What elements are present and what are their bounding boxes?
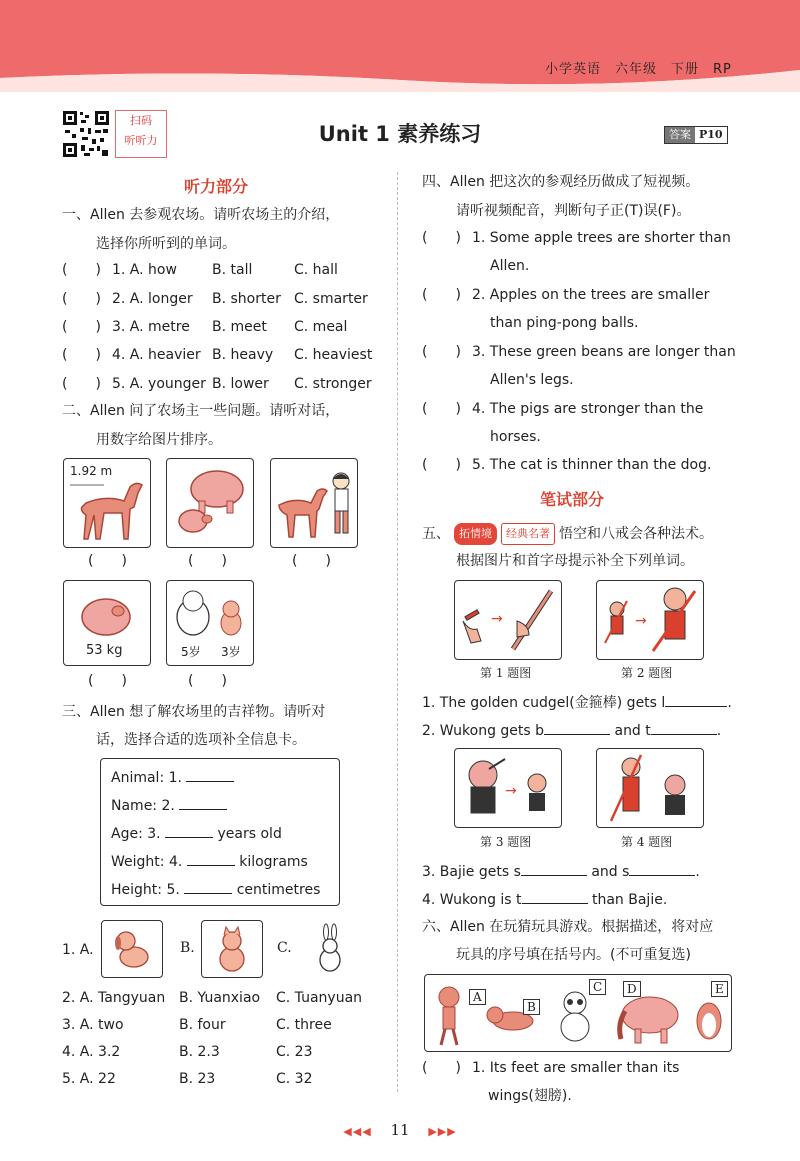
answer-paren[interactable]: ( ) [188,673,227,689]
q1-option-a: 4. A. heavier [112,347,201,363]
q3-opt1-label-c: C. [277,940,292,956]
toy-tag: A [469,989,486,1005]
blank-field[interactable] [521,861,587,876]
info-card [100,758,340,906]
header-banner [0,0,800,92]
q3-instruction-2: 话，选择合适的选项补全信息卡。 [96,732,306,748]
q4-statement: 5. The cat is thinner than the dog. [472,457,712,473]
q5-caption-1: 第 1 题图 [480,666,532,680]
q4-statement: 2. Apples on the trees are smaller [472,287,710,303]
answer-paren[interactable]: ( ) [422,457,461,473]
q5-caption-3: 第 3 题图 [480,835,532,849]
series-label: 小学英语 六年级 下册 RP [545,62,732,77]
option-cat-picture[interactable] [201,920,263,978]
q3-option-b: B. 2.3 [179,1044,220,1060]
q1-instruction-1: 一、Allen 去参观农场。请听农场主的介绍， [62,207,340,223]
q5-caption-4: 第 4 题图 [621,835,673,849]
answer-paren[interactable]: ( ) [62,347,101,363]
q1-option-a: 5. A. younger [112,376,206,392]
rabbit-icon [300,920,360,976]
page-title: Unit 1 素养练习 [318,122,482,146]
q1-option-b: B. lower [212,376,269,392]
q4-instruction-1: 四、Allen 把这次的参观经历做成了短视频。 [422,174,700,190]
wukong-bajie-icon [597,749,703,827]
card-row-weight: Weight: 4. kilograms [111,851,308,872]
q2-instruction-2: 用数字给图片排序。 [96,432,222,448]
page-footer [0,1121,800,1139]
q3-option-c: C. three [276,1017,332,1033]
option-rabbit-picture[interactable] [300,920,360,976]
q6-statement: 1. Its feet are smaller than its [472,1060,680,1076]
q5-sentence-4: 4. Wukong is t than Bajie. [422,889,667,910]
pig-icon [167,459,253,547]
picture-pig-weight: 53 kg [63,580,151,666]
prev-arrows-icon: ◀◀◀ [343,1125,372,1138]
q3-option-a: 4. A. 3.2 [62,1044,121,1060]
scan-listen-label: 扫码 听听力 [115,110,167,158]
toy-tag: E [711,981,728,997]
q6-instruction-2: 玩具的序号填在括号内。(不可重复选) [456,947,691,963]
q1-option-c: C. meal [294,319,348,335]
q3-option-c: C. 23 [276,1044,313,1060]
card-row-height: Height: 5. centimetres [111,879,320,900]
blank-field[interactable] [665,692,727,707]
svg-text:→: → [505,783,517,799]
q6-statement-cont: wings(翅膀). [488,1088,572,1104]
q2-instruction-1: 二、Allen 问了农场主一些问题。请听对话， [62,403,340,419]
q3-opt1-label-b: B. [180,940,195,956]
q4-statement-cont: Allen's legs. [490,372,574,388]
q3-instruction-1: 三、Allen 想了解农场里的吉祥物。请听对 [62,704,326,720]
toy-tag: C [589,979,606,995]
context-badge: 拓情境 [454,523,497,545]
q1-option-c: C. stronger [294,376,372,392]
toys-icon [425,975,731,1051]
q3-option-a: 2. A. Tangyuan [62,990,166,1006]
q4-statement: 3. These green beans are longer than [472,344,736,360]
blank-field[interactable] [184,879,232,894]
blank-field[interactable] [165,823,213,838]
picture-tall-horse: 1.92 m [63,458,151,548]
cudgel-growing-icon [455,581,561,659]
picture-pigs [166,458,254,548]
svg-text:→: → [491,611,503,627]
bajie-wukong-icon [455,749,561,827]
q5-sentence-2: 2. Wukong gets b and t . [422,720,721,741]
page-number: 11 [390,1121,410,1139]
q5-instruction-2: 根据图片和首字母提示补全下列单词。 [456,553,694,569]
answer-paren[interactable]: ( ) [422,287,461,303]
q4-statement: 1. Some apple trees are shorter than [472,230,731,246]
q5-picture-3 [454,748,562,828]
q3-option-c: C. 32 [276,1071,313,1087]
q1-option-b: B. shorter [212,291,281,307]
q1-instruction-2: 选择你所听到的单词。 [96,236,236,252]
picture-horse-and-boy [270,458,358,548]
wukong-growing-icon [597,581,703,659]
answer-paren[interactable]: ( ) [62,319,101,335]
blank-field[interactable] [186,767,234,782]
toys-picture [424,974,732,1052]
blank-field[interactable] [629,861,695,876]
q3-option-b: B. Yuanxiao [179,990,261,1006]
picture-dog-cat-ages: 5岁 3岁 [166,580,254,666]
section-writing: 笔试部分 [540,490,605,509]
q4-instruction-2: 请听视频配音，判断句子正(T)误(F)。 [456,203,691,219]
toy-tag: B [523,999,540,1015]
horse-icon [64,459,150,547]
q1-option-a: 2. A. longer [112,291,193,307]
section-listening: 听力部分 [184,177,249,196]
answer-paren[interactable]: ( ) [62,291,101,307]
q3-option-c: C. Tuanyuan [276,990,363,1006]
blank-field[interactable] [522,889,588,904]
q5-picture-1 [454,580,562,660]
q1-option-a: 3. A. metre [112,319,190,335]
q4-statement-cont: than ping-pong balls. [490,315,639,331]
q4-statement-cont: Allen. [490,258,530,274]
answer-paren[interactable]: ( ) [188,553,227,569]
q6-instruction-1: 六、Allen 在玩猜玩具游戏。根据描述，将对应 [422,919,714,935]
answer-paren[interactable]: ( ) [422,344,461,360]
q1-option-b: B. tall [212,262,253,278]
blank-field[interactable] [651,720,717,735]
answer-paren[interactable]: ( ) [62,262,101,278]
q4-statement: 4. The pigs are stronger than the [472,401,704,417]
next-arrows-icon: ▶▶▶ [428,1125,457,1138]
q3-opt1-label-a: 1. A. [62,942,94,958]
q5-sentence-1: 1. The golden cudgel(金箍棒) gets l . [422,692,732,713]
q1-option-b: B. meet [212,319,267,335]
option-dog-picture[interactable] [101,920,163,978]
cat-icon [202,921,262,977]
q3-option-b: B. four [179,1017,226,1033]
blank-field[interactable] [179,795,227,810]
q1-option-c: C. smarter [294,291,368,307]
dog-icon [102,921,162,977]
answer-paren[interactable]: ( ) [422,1060,461,1076]
blank-field[interactable] [187,851,235,866]
q1-option-c: C. heaviest [294,347,373,363]
q1-option-c: C. hall [294,262,338,278]
card-row-age: Age: 3. years old [111,823,282,844]
q1-option-a: 1. A. how [112,262,177,278]
q5-picture-2 [596,580,704,660]
q3-option-a: 5. A. 22 [62,1071,116,1087]
q4-statement-cont: horses. [490,429,541,445]
q3-option-b: B. 23 [179,1071,216,1087]
answer-paren[interactable]: ( ) [88,553,127,569]
card-row-animal: Animal: 1. [111,767,234,788]
horse-boy-icon [271,459,357,547]
classic-badge: 经典名著 [501,523,555,545]
card-row-name: Name: 2. [111,795,227,816]
answer-paren[interactable]: ( ) [422,401,461,417]
blank-field[interactable] [544,720,610,735]
q5-instruction-1: 五、 拓情境 经典名著 悟空和八戒会各种法术。 [422,523,713,545]
q1-option-b: B. heavy [212,347,274,363]
q5-picture-4 [596,748,704,828]
answer-paren[interactable]: ( ) [422,230,461,246]
toy-tag: D [623,981,641,997]
answer-paren[interactable]: ( ) [62,376,101,392]
q5-sentence-3: 3. Bajie gets s and s . [422,861,700,882]
q3-option-a: 3. A. two [62,1017,124,1033]
answer-paren[interactable]: ( ) [292,553,331,569]
column-divider [397,172,398,1092]
answer-ref: 答案 P10 [664,126,728,144]
answer-paren[interactable]: ( ) [88,673,127,689]
q5-caption-2: 第 2 题图 [621,666,673,680]
svg-text:→: → [635,613,647,629]
